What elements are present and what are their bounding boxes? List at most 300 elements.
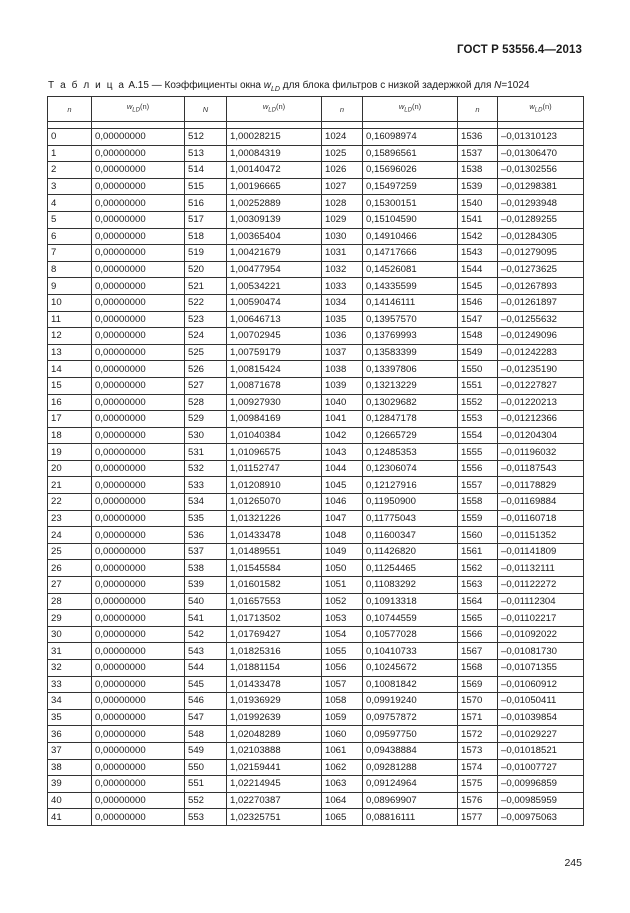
column-header-subscript: LD	[404, 107, 412, 114]
coefficient-cell: 0,10913318	[363, 593, 458, 610]
index-cell: 1051	[322, 577, 363, 594]
index-cell: 8	[48, 261, 92, 278]
coefficient-cell: 1,00421679	[227, 245, 322, 262]
index-cell: 1033	[322, 278, 363, 295]
index-cell: 1549	[458, 344, 498, 361]
index-cell: 547	[185, 709, 227, 726]
index-cell: 514	[185, 162, 227, 179]
index-cell: 25	[48, 543, 92, 560]
table-row	[48, 494, 584, 511]
coefficient-cell: 1,02325751	[227, 809, 322, 826]
coefficient-cell: –0,01081730	[498, 643, 584, 660]
index-cell: 1058	[322, 693, 363, 710]
coefficient-cell: –0,01178829	[498, 477, 584, 494]
index-cell: 1552	[458, 394, 498, 411]
index-cell: 1044	[322, 460, 363, 477]
index-cell: 1557	[458, 477, 498, 494]
coefficient-cell: –0,01204304	[498, 427, 584, 444]
coefficient-cell: 1,00140472	[227, 162, 322, 179]
coefficient-cell: –0,01293948	[498, 195, 584, 212]
coefficient-cell: 0,00000000	[92, 577, 185, 594]
index-cell: 535	[185, 510, 227, 527]
coefficient-cell: 1,01713502	[227, 610, 322, 627]
column-header-symbol: N	[202, 104, 209, 114]
coefficient-cell: 1,00927930	[227, 394, 322, 411]
index-cell: 548	[185, 726, 227, 743]
index-cell: 1038	[322, 361, 363, 378]
index-cell: 31	[48, 643, 92, 660]
coefficient-cell: 1,02270387	[227, 792, 322, 809]
column-header-symbol: w	[398, 102, 405, 112]
column-header-suffix: (n)	[542, 102, 552, 112]
index-cell: 1047	[322, 510, 363, 527]
index-cell: 1558	[458, 494, 498, 511]
index-cell: 1061	[322, 742, 363, 759]
table-row	[48, 809, 584, 826]
coefficient-cell: 0,11426820	[363, 543, 458, 560]
index-cell: 1541	[458, 211, 498, 228]
coefficient-cell: 0,00000000	[92, 510, 185, 527]
coefficient-cell: 1,02159441	[227, 759, 322, 776]
coefficient-cell: 0,10744559	[363, 610, 458, 627]
coefficient-cell: 1,00646713	[227, 311, 322, 328]
table-row	[48, 278, 584, 295]
coefficient-cell: 0,00000000	[92, 311, 185, 328]
index-cell: 1024	[322, 129, 363, 146]
coefficient-cell: 0,13029682	[363, 394, 458, 411]
table-row	[48, 742, 584, 759]
index-cell: 1041	[322, 411, 363, 428]
index-cell: 1026	[322, 162, 363, 179]
index-cell: 1062	[322, 759, 363, 776]
index-cell: 550	[185, 759, 227, 776]
table-row	[48, 709, 584, 726]
index-cell: 30	[48, 626, 92, 643]
coefficient-cell: 0,08816111	[363, 809, 458, 826]
index-cell: 1559	[458, 510, 498, 527]
index-cell: 13	[48, 344, 92, 361]
coefficient-cell: –0,01039854	[498, 709, 584, 726]
index-cell: 538	[185, 560, 227, 577]
index-cell: 20	[48, 460, 92, 477]
index-cell: 15	[48, 377, 92, 394]
column-header-symbol: w	[262, 102, 269, 112]
coefficient-cell: 0,09281288	[363, 759, 458, 776]
column-header-suffix: (n)	[139, 102, 150, 112]
index-cell: 539	[185, 577, 227, 594]
index-cell: 10	[48, 294, 92, 311]
index-cell: 1562	[458, 560, 498, 577]
coefficient-cell: –0,01169884	[498, 494, 584, 511]
coefficient-cell: 0,00000000	[92, 593, 185, 610]
index-cell: 1566	[458, 626, 498, 643]
coefficient-cell: 0,16098974	[363, 129, 458, 146]
index-cell: 1035	[322, 311, 363, 328]
index-cell: 529	[185, 411, 227, 428]
coefficient-cell: 0,00000000	[92, 792, 185, 809]
index-cell: 1570	[458, 693, 498, 710]
index-cell: 1028	[322, 195, 363, 212]
index-cell: 1064	[322, 792, 363, 809]
table-row	[48, 294, 584, 311]
table-row	[48, 759, 584, 776]
caption-number: А.15	[128, 80, 149, 91]
column-header	[322, 97, 363, 122]
index-cell: 551	[185, 776, 227, 793]
coefficient-cell: 0,08969907	[363, 792, 458, 809]
index-cell: 1054	[322, 626, 363, 643]
coefficient-cell: 0,00000000	[92, 228, 185, 245]
coefficient-cell: 1,01992639	[227, 709, 322, 726]
page-number: 245	[564, 857, 582, 869]
coefficient-cell: 0,00000000	[92, 676, 185, 693]
coefficient-cell: –0,01220213	[498, 394, 584, 411]
index-cell: 1574	[458, 759, 498, 776]
coefficient-cell: 0,11775043	[363, 510, 458, 527]
index-cell: 546	[185, 693, 227, 710]
coefficient-cell: –0,01267893	[498, 278, 584, 295]
index-cell: 34	[48, 693, 92, 710]
coefficient-cell: 1,01545584	[227, 560, 322, 577]
column-header-suffix: (n)	[411, 102, 422, 112]
coefficient-cell: 1,00196665	[227, 178, 322, 195]
table-row	[48, 145, 584, 162]
coefficient-cell: –0,01242283	[498, 344, 584, 361]
table-row	[48, 444, 584, 461]
coefficient-cell: 0,09438884	[363, 742, 458, 759]
coefficient-cell: 0,00000000	[92, 693, 185, 710]
index-cell: 1	[48, 145, 92, 162]
index-cell: 7	[48, 245, 92, 262]
index-cell: 29	[48, 610, 92, 627]
coefficient-cell: –0,01298381	[498, 178, 584, 195]
header-row	[48, 97, 584, 122]
index-cell: 1540	[458, 195, 498, 212]
coefficient-cell: 0,14717666	[363, 245, 458, 262]
coefficient-cell: 1,01601582	[227, 577, 322, 594]
index-cell: 1568	[458, 660, 498, 677]
index-cell: 23	[48, 510, 92, 527]
coefficient-cell: 1,00477954	[227, 261, 322, 278]
index-cell: 0	[48, 129, 92, 146]
coefficient-cell: 0,00000000	[92, 294, 185, 311]
index-cell: 1555	[458, 444, 498, 461]
coefficient-cell: 0,10410733	[363, 643, 458, 660]
coefficient-cell: 1,01265070	[227, 494, 322, 511]
column-header	[498, 97, 584, 122]
table-row	[48, 577, 584, 594]
table-row	[48, 460, 584, 477]
index-cell: 12	[48, 328, 92, 345]
table-row	[48, 377, 584, 394]
table-header	[48, 97, 584, 122]
coefficient-cell: –0,01310123	[498, 129, 584, 146]
index-cell: 542	[185, 626, 227, 643]
table-row	[48, 129, 584, 146]
coefficient-cell: 0,14146111	[363, 294, 458, 311]
index-cell: 1544	[458, 261, 498, 278]
index-cell: 1057	[322, 676, 363, 693]
index-cell: 1036	[322, 328, 363, 345]
coefficient-cell: 0,00000000	[92, 344, 185, 361]
coefficient-cell: 1,01208910	[227, 477, 322, 494]
index-cell: 524	[185, 328, 227, 345]
coefficient-cell: 1,01321226	[227, 510, 322, 527]
coefficient-cell: 0,00000000	[92, 460, 185, 477]
column-header-subscript: LD	[268, 107, 276, 114]
index-cell: 513	[185, 145, 227, 162]
table-row	[48, 211, 584, 228]
coefficient-cell: 0,14335599	[363, 278, 458, 295]
index-cell: 536	[185, 527, 227, 544]
index-cell: 1536	[458, 129, 498, 146]
coefficient-cell: 0,11083292	[363, 577, 458, 594]
index-cell: 4	[48, 195, 92, 212]
coefficient-cell: 0,00000000	[92, 776, 185, 793]
index-cell: 1543	[458, 245, 498, 262]
index-cell: 1046	[322, 494, 363, 511]
table-body	[48, 122, 584, 826]
coefficient-cell: –0,01249096	[498, 328, 584, 345]
coefficient-cell: 1,01881154	[227, 660, 322, 677]
index-cell: 1539	[458, 178, 498, 195]
coefficient-cell: 0,12847178	[363, 411, 458, 428]
coefficient-cell: 0,00000000	[92, 178, 185, 195]
index-cell: 35	[48, 709, 92, 726]
coefficient-cell: 0,12485353	[363, 444, 458, 461]
index-cell: 544	[185, 660, 227, 677]
coefficient-cell: 1,01657553	[227, 593, 322, 610]
index-cell: 1052	[322, 593, 363, 610]
coefficient-cell: 0,11950900	[363, 494, 458, 511]
coefficient-cell: 0,00000000	[92, 377, 185, 394]
coefficient-cell: 0,10577028	[363, 626, 458, 643]
coefficient-cell: –0,01102217	[498, 610, 584, 627]
coefficient-cell: 0,00000000	[92, 477, 185, 494]
column-header-symbol: n	[67, 104, 72, 114]
index-cell: 1030	[322, 228, 363, 245]
caption-symbol-sub: LD	[271, 86, 280, 93]
coefficient-cell: 0,13213229	[363, 377, 458, 394]
table-row	[48, 344, 584, 361]
index-cell: 1031	[322, 245, 363, 262]
index-cell: 528	[185, 394, 227, 411]
coefficient-cell: –0,01050411	[498, 693, 584, 710]
coefficient-cell: 0,00000000	[92, 328, 185, 345]
coefficient-cell: 0,00000000	[92, 444, 185, 461]
column-header	[48, 97, 92, 122]
column-header	[92, 97, 185, 122]
coefficient-cell: 0,12127916	[363, 477, 458, 494]
index-cell: 1554	[458, 427, 498, 444]
index-cell: 1547	[458, 311, 498, 328]
coefficient-cell: 1,01433478	[227, 676, 322, 693]
index-cell: 552	[185, 792, 227, 809]
index-cell: 522	[185, 294, 227, 311]
index-cell: 1034	[322, 294, 363, 311]
caption-text-before: Коэффициенты окна	[164, 80, 264, 91]
index-cell: 540	[185, 593, 227, 610]
table-caption	[48, 80, 530, 93]
index-cell: 519	[185, 245, 227, 262]
index-cell: 27	[48, 577, 92, 594]
coefficient-cell: 1,01489551	[227, 543, 322, 560]
index-cell: 518	[185, 228, 227, 245]
table-row	[48, 643, 584, 660]
table-row	[48, 527, 584, 544]
coefficient-cell: 1,00534221	[227, 278, 322, 295]
caption-dash: —	[148, 80, 165, 91]
coefficient-cell: –0,01261897	[498, 294, 584, 311]
coefficient-cell: 1,01040384	[227, 427, 322, 444]
coefficient-cell: 0,00000000	[92, 427, 185, 444]
index-cell: 1548	[458, 328, 498, 345]
index-cell: 549	[185, 742, 227, 759]
coefficient-cell: –0,01092022	[498, 626, 584, 643]
coefficient-cell: 0,14910466	[363, 228, 458, 245]
column-header-symbol: n	[475, 104, 480, 114]
coefficient-cell: –0,01279095	[498, 245, 584, 262]
coefficient-cell: 0,00000000	[92, 660, 185, 677]
index-cell: 26	[48, 560, 92, 577]
index-cell: 515	[185, 178, 227, 195]
table-row	[48, 228, 584, 245]
index-cell: 1027	[322, 178, 363, 195]
coefficient-cell: –0,01212366	[498, 411, 584, 428]
coefficient-cell: –0,01160718	[498, 510, 584, 527]
column-header-subscript: LD	[132, 107, 140, 114]
index-cell: 5	[48, 211, 92, 228]
coefficient-cell: 0,00000000	[92, 278, 185, 295]
table-row	[48, 261, 584, 278]
coefficient-cell: 0,13769993	[363, 328, 458, 345]
index-cell: 32	[48, 660, 92, 677]
index-cell: 526	[185, 361, 227, 378]
index-cell: 1561	[458, 543, 498, 560]
coefficient-cell: 0,12665729	[363, 427, 458, 444]
index-cell: 21	[48, 477, 92, 494]
table-row	[48, 510, 584, 527]
coefficient-cell: –0,01122272	[498, 577, 584, 594]
index-cell: 1545	[458, 278, 498, 295]
coefficient-cell: –0,01306470	[498, 145, 584, 162]
index-cell: 1059	[322, 709, 363, 726]
index-cell: 3	[48, 178, 92, 195]
index-cell: 1567	[458, 643, 498, 660]
coefficient-cell: 0,11600347	[363, 527, 458, 544]
index-cell: 1060	[322, 726, 363, 743]
index-cell: 1564	[458, 593, 498, 610]
table-row	[48, 676, 584, 693]
index-cell: 545	[185, 676, 227, 693]
caption-text-middle: для блока фильтров с низкой задержкой для	[279, 80, 495, 91]
index-cell: 1575	[458, 776, 498, 793]
coefficient-cell: 1,01936929	[227, 693, 322, 710]
coefficient-cell: –0,01141809	[498, 543, 584, 560]
column-header-subscript: LD	[534, 107, 543, 114]
index-cell: 541	[185, 610, 227, 627]
index-cell: 9	[48, 278, 92, 295]
coefficient-cell: 0,00000000	[92, 742, 185, 759]
table-row	[48, 394, 584, 411]
coefficient-cell: 0,00000000	[92, 394, 185, 411]
index-cell: 41	[48, 809, 92, 826]
coefficient-cell: 0,15497259	[363, 178, 458, 195]
index-cell: 534	[185, 494, 227, 511]
coefficient-cell: 1,00084319	[227, 145, 322, 162]
coefficient-cell: 0,00000000	[92, 610, 185, 627]
coefficient-cell: –0,01018521	[498, 742, 584, 759]
caption-symbol: w	[263, 80, 272, 91]
coefficient-cell: –0,01071355	[498, 660, 584, 677]
coefficient-cell: 0,00000000	[92, 759, 185, 776]
coefficients-table	[47, 96, 584, 826]
index-cell: 39	[48, 776, 92, 793]
index-cell: 24	[48, 527, 92, 544]
column-header-symbol: w	[126, 102, 133, 112]
index-cell: 543	[185, 643, 227, 660]
table-row	[48, 162, 584, 179]
index-cell: 1065	[322, 809, 363, 826]
index-cell: 1039	[322, 377, 363, 394]
column-header	[363, 97, 458, 122]
column-header-symbol: w	[529, 102, 535, 112]
table-row	[48, 311, 584, 328]
index-cell: 1553	[458, 411, 498, 428]
coefficient-cell: 0,15104590	[363, 211, 458, 228]
coefficient-cell: 0,11254465	[363, 560, 458, 577]
coefficient-cell: 1,00252889	[227, 195, 322, 212]
index-cell: 525	[185, 344, 227, 361]
index-cell: 1055	[322, 643, 363, 660]
column-header	[227, 97, 322, 122]
coefficient-cell: 0,14526081	[363, 261, 458, 278]
index-cell: 1576	[458, 792, 498, 809]
coefficient-cell: 1,01769427	[227, 626, 322, 643]
index-cell: 1550	[458, 361, 498, 378]
coefficient-cell: –0,01289255	[498, 211, 584, 228]
column-header	[185, 97, 227, 122]
index-cell: 1049	[322, 543, 363, 560]
index-cell: 1029	[322, 211, 363, 228]
coefficient-cell: –0,01007727	[498, 759, 584, 776]
index-cell: 17	[48, 411, 92, 428]
index-cell: 1032	[322, 261, 363, 278]
index-cell: 1551	[458, 377, 498, 394]
coefficient-cell: 0,10245672	[363, 660, 458, 677]
coefficient-cell: 1,00028215	[227, 129, 322, 146]
index-cell: 517	[185, 211, 227, 228]
coefficient-cell: 0,13583399	[363, 344, 458, 361]
coefficient-cell: –0,01227827	[498, 377, 584, 394]
index-cell: 1537	[458, 145, 498, 162]
index-cell: 19	[48, 444, 92, 461]
index-cell: 1542	[458, 228, 498, 245]
coefficient-cell: –0,01060912	[498, 676, 584, 693]
index-cell: 18	[48, 427, 92, 444]
index-cell: 512	[185, 129, 227, 146]
index-cell: 33	[48, 676, 92, 693]
standard-header: ГОСТ Р 53556.4—2013	[457, 44, 582, 56]
index-cell: 40	[48, 792, 92, 809]
index-cell: 516	[185, 195, 227, 212]
coefficient-cell: 0,00000000	[92, 809, 185, 826]
table-row	[48, 245, 584, 262]
coefficient-cell: 0,00000000	[92, 261, 185, 278]
coefficient-cell: 1,02103888	[227, 742, 322, 759]
caption-label: Т а б л и ц а	[48, 80, 126, 91]
coefficient-cell: 1,00590474	[227, 294, 322, 311]
